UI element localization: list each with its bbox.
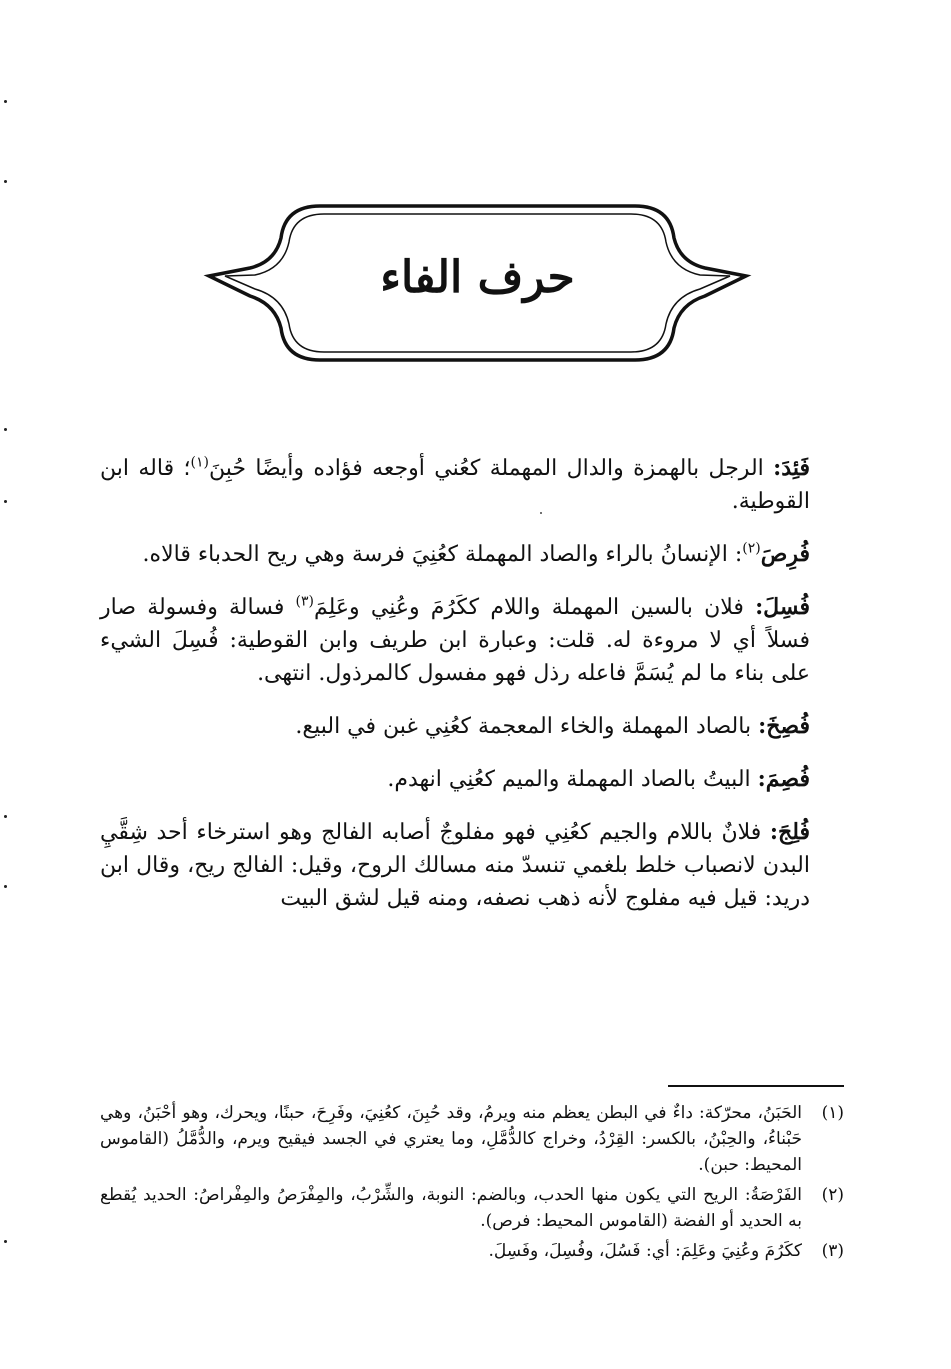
footnotes	[100, 1100, 844, 1268]
footnote-ref[interactable]: (١)	[190, 454, 209, 471]
entry-headword: فُسِلَ:	[755, 594, 810, 620]
footnote-number: (٣)	[821, 1241, 844, 1261]
entry-headword: فُصِمَ:	[757, 766, 810, 792]
entry-headword: فُلِجَ:	[769, 819, 810, 845]
footnote-text: الحَبَنُ، محرّكة: داءٌ في البطن يعظم منه ويرمُ، وقد حُبِنَ، كعُنِيَ، وفَرِحَ، حبنًا، ويحرك، وهو أحْبَنُ، وهي حَبْناءُ، والحِبْنُ، بالكسر: القِرْدُ، وخراج كالدُّمَّلِ، وما يعتري في الجسد فيقيح ويرم، والدُّمَّلُ (القاموس المحيط: حبن).	[100, 1103, 802, 1175]
footnote-number: (١)	[821, 1103, 844, 1123]
scan-speck	[4, 428, 7, 431]
entry	[100, 816, 844, 915]
scan-speck	[4, 500, 7, 503]
footnote-text: ككَرُمَ وعُنِيَ وعَلِمَ: أي: فَسُلَ، وفُسِلَ، وفَسِلَ.	[488, 1241, 802, 1261]
entry-text-tail: ؛ قاله ابن القوطية.	[100, 456, 810, 514]
footnote-text: الفَرْصَةُ: الريح التي يكون منها الحدب، وبالضم: النوبة، والشِّرْبُ، والمِفْرَصُ والمِفْراصُ: الحديد يُقطع به الحديد أو الفضة (القاموس المحيط: فرص).	[100, 1185, 802, 1231]
entry-headword: فَئِدَ:	[773, 455, 810, 481]
entry-text: البيتُ بالصاد المهملة والميم كعُنِي انهدم.	[387, 767, 758, 792]
entry	[100, 710, 844, 743]
entry-text: الرجل بالهمزة والدال المهملة كعُني أوجعه فؤاده وأيضًا حُبِنَ	[208, 456, 774, 481]
entry-headword: فُرِصَ	[760, 541, 810, 567]
scan-speck	[4, 885, 7, 888]
chapter-title: حرف الفاء	[380, 252, 575, 303]
entry	[100, 452, 844, 518]
entry	[100, 538, 844, 571]
scan-speck	[4, 815, 7, 818]
entry-text: : الإنسانُ بالراء والصاد المهملة كعُنِيَ فرسة وهي ريح الحدباء قالاه.	[142, 542, 743, 567]
footnote-divider	[668, 1085, 844, 1087]
entry-text: فلانٌ باللام والجيم كعُنِي فهو مفلوجٌ أصابه الفالج وهو استرخاء أحد شِقَّيِ البدن لانصباب خلط بلغمي تنسدّ منه مسالك الروح، وقيل: الفالج ريح، وقال ابن دريد: قيل فيه مفلوج لأنه ذهب نصفه، ومنه قيل لشق البيت	[100, 820, 810, 911]
entry	[100, 763, 844, 796]
scan-speck	[4, 180, 7, 183]
entry-headword: فُصِخَ:	[758, 713, 810, 739]
scan-speck	[4, 100, 7, 103]
footnote	[100, 1182, 844, 1234]
footnote-number: (٢)	[821, 1185, 844, 1205]
entry-text-tail: فسالة وفسولة صار فسلاً أي لا مروءة له. قلت: وعبارة ابن طريف وابن القوطية: فُسِلَ الشيء على بناء ما لم يُسَمَّ فاعله رذل فهو مفسول كالمرذول. انتهى.	[100, 595, 810, 686]
entry-text: بالصاد المهملة والخاء المعجمة كعُنِي غبن في البيع.	[295, 714, 759, 739]
footnote-ref[interactable]: (٣)	[295, 593, 314, 610]
scan-speck	[4, 1240, 7, 1243]
footnote	[100, 1100, 844, 1178]
entry-text: فلان بالسين المهملة واللام ككَرُمَ وعُنِي وعَلِمَ	[314, 595, 756, 620]
footnote-ref[interactable]: (٢)	[742, 540, 761, 557]
scan-speck	[540, 512, 542, 514]
entry	[100, 591, 844, 690]
main-text	[100, 452, 844, 935]
footnote	[100, 1238, 844, 1264]
